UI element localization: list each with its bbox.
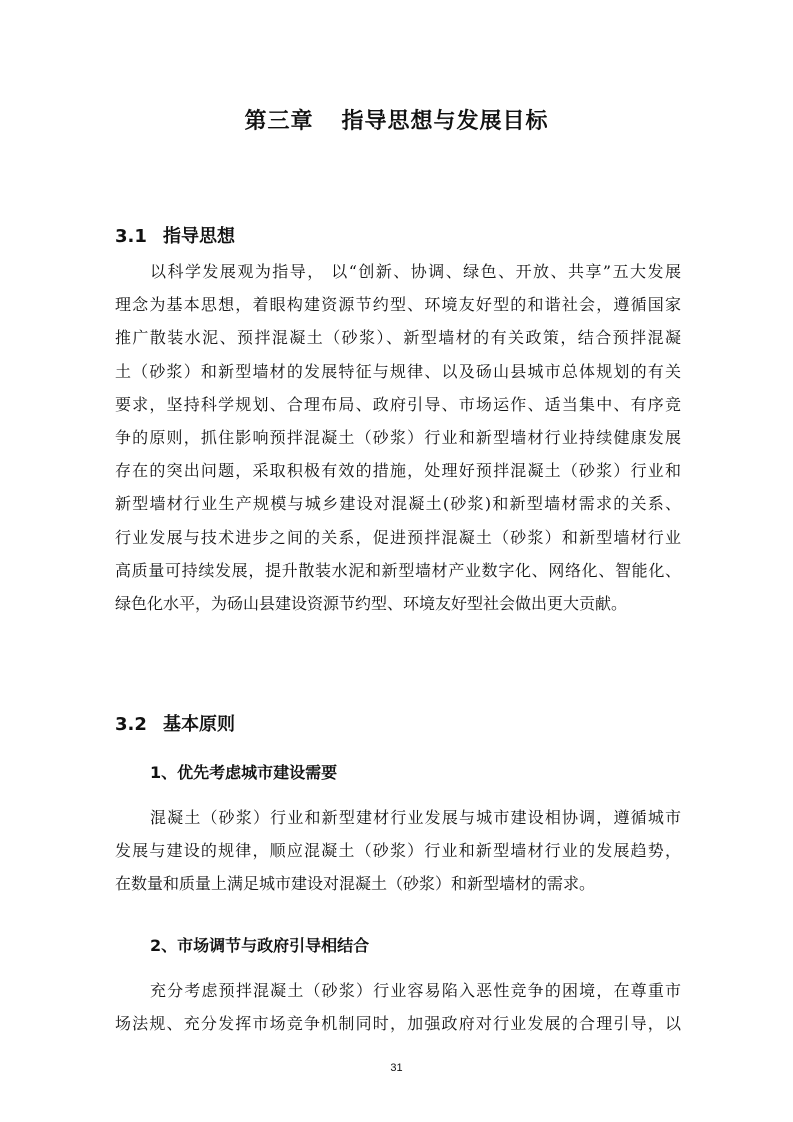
section-heading-3-2 (115, 710, 235, 736)
section-heading-3-1 (115, 222, 235, 248)
section-number: 3.2 (115, 714, 147, 735)
paragraph-line: 高质量可持续发展，提升散装水泥和新型墙材产业数字化、网络化、智能化、 (115, 560, 681, 580)
section-number: 3.1 (115, 226, 147, 247)
paragraph-line: 存在的突出问题，采取积极有效的措施，处理好预拌混凝土（砂浆）行业和 (115, 461, 681, 481)
paragraph-line: 争的原则，抓住影响预拌混凝土（砂浆）行业和新型墙材行业持续健康发展 (115, 427, 681, 447)
page-number: 31 (390, 1062, 403, 1074)
paragraph-line: 行业发展与技术进步之间的关系，促进预拌混凝土（砂浆）和新型墙材行业 (115, 527, 681, 547)
paragraph-line: 发展与建设的规律，顺应混凝土（砂浆）行业和新型墙材行业的发展趋势， (115, 841, 681, 861)
paragraph-principle-1 (115, 801, 681, 901)
paragraph-guiding-thought (115, 255, 681, 620)
section-title: 指导思想 (163, 226, 235, 247)
paragraph-line: 理念为基本思想，着眼构建资源节约型、环境友好型的和谐社会，遵循国家 (115, 295, 681, 315)
chapter-title (0, 104, 793, 135)
paragraph-line: 充分考虑预拌混凝土（砂浆）行业容易陷入恶性竞争的困境，在尊重市 (150, 981, 681, 1000)
paragraph-line: 要求，坚持科学规划、合理布局、政府引导、市场运作、适当集中、有序竞 (115, 394, 681, 414)
section-title: 基本原则 (163, 714, 235, 735)
paragraph-line: 推广散装水泥、预拌混凝土（砂浆）、新型墙材的有关政策，结合预拌混凝 (115, 328, 681, 348)
chapter-title-text: 指导思想与发展目标 (341, 109, 549, 134)
paragraph-line: 在数量和质量上满足城市建设对混凝土（砂浆）和新型墙材的需求。 (115, 874, 596, 894)
paragraph-line: 新型墙材行业生产规模与城乡建设对混凝土(砂浆)和新型墙材需求的关系、 (115, 494, 681, 514)
chapter-number: 第三章 (244, 109, 314, 134)
paragraph-principle-2 (115, 974, 681, 1040)
sub-heading-2: 2、市场调节与政府引导相结合 (150, 936, 370, 955)
paragraph-line: 绿色化水平，为砀山县建设资源节约型、环境友好型社会做出更大贡献。 (115, 593, 628, 613)
paragraph-line: 土（砂浆）和新型墙材的发展特征与规律、以及砀山县城市总体规划的有关 (115, 361, 681, 381)
paragraph-line: 混凝土（砂浆）行业和新型建材行业发展与城市建设相协调，遵循城市 (150, 808, 681, 827)
sub-heading-1: 1、优先考虑城市建设需要 (150, 763, 338, 782)
paragraph-line: 场法规、充分发挥市场竞争机制同时，加强政府对行业发展的合理引导，以 (115, 1014, 681, 1034)
paragraph-line: 以科学发展观为指导， 以“创新、协调、绿色、开放、共享”五大发展 (150, 262, 681, 281)
